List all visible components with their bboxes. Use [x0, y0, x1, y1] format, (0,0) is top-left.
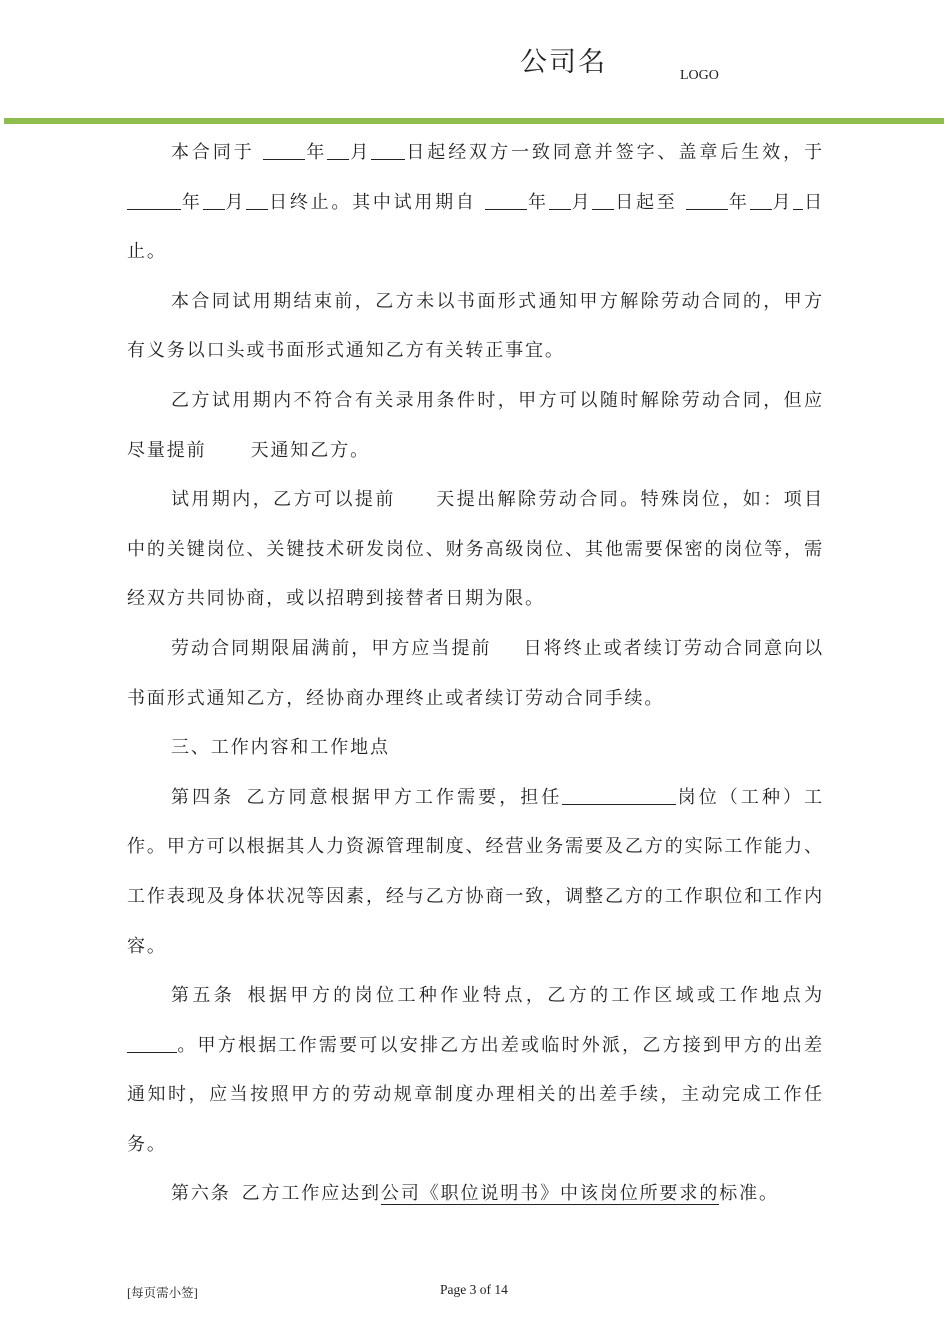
header-divider [4, 118, 944, 124]
logo-text: LOGO [680, 68, 719, 83]
contract-body [127, 128, 824, 1219]
text: 天通知乙方。 [250, 439, 371, 461]
article-label: 第六条 [171, 1183, 231, 1205]
blank-field [592, 192, 614, 210]
blank-field [793, 192, 803, 210]
text: 标准。 [719, 1183, 779, 1205]
article-label: 第四条 [171, 786, 235, 808]
text: 年 [181, 191, 203, 213]
blank-field [327, 142, 349, 160]
article-6 [127, 1169, 824, 1219]
text: 日起至 [614, 191, 678, 213]
blank-field [203, 192, 225, 210]
paragraph-probation-end: 本合同试用期结束前，乙方未以书面形式通知甲方解除劳动合同的，甲方有义务以口头或书面形式通知乙方有关转正事宜。 [127, 290, 824, 362]
blank-field [246, 192, 268, 210]
blank-field [127, 1035, 177, 1053]
blank-field [750, 192, 772, 210]
text: 年 [305, 142, 328, 163]
section-heading: 三、工作内容和工作地点 [171, 737, 390, 759]
paragraph-employee-resignation [127, 475, 824, 624]
company-name: 公司名 [520, 47, 607, 78]
text: 根据甲方的岗位工种作业特点，乙方的工作区域或工作地点为 [246, 985, 824, 1007]
text: 日将终止或者续订劳动合同意向以书面形式通知乙方，经协商办理终止或者续订劳动合同手续。 [127, 637, 824, 709]
article-4 [127, 773, 824, 971]
text: 乙方试用期内不符合有关录用条件时，甲方可以随时解除劳动合同，但应尽量提前 [127, 389, 824, 461]
text: 月 [570, 191, 593, 213]
paragraph-probation-termination [127, 376, 824, 475]
text: 月 [771, 191, 794, 213]
text: 日止。 [127, 191, 825, 263]
blank-field [686, 192, 728, 210]
underlined-text: 公司《职位说明书》中该岗位所要求的 [380, 1183, 720, 1205]
text: 月 [349, 142, 372, 163]
text: 本合同于 [171, 142, 255, 163]
paragraph-contract-expiry [127, 624, 824, 723]
text: 试用期内，乙方可以提前 [171, 489, 396, 511]
text: 乙方同意根据甲方工作需要，担任 [245, 786, 563, 808]
blank-field [127, 192, 181, 210]
blank-field [263, 142, 305, 160]
blank-field [485, 192, 527, 210]
text: 年 [728, 191, 750, 213]
blank-field [549, 192, 571, 210]
page-number: Page 3 of 14 [440, 1282, 508, 1297]
text: 日起经双方一致同意并签字、盖章后生效，于 [405, 142, 824, 163]
paragraph-effective-date [127, 128, 824, 277]
text: 。甲方根据工作需要可以安排乙方出差或临时外派，乙方接到甲方的出差通知时，应当按照甲方的劳动规章制度办理相关的出差手续，主动完成工作任务。 [127, 1034, 824, 1155]
text: 岗位（工种）工作。甲方可以根据其人力资源管理制度、经营业务需要及乙方的实际工作能力、工作表现及身体状况等因素，经与乙方协商一致，调整乙方的工作职位和工作内容。 [127, 786, 825, 957]
text: 月 [224, 191, 247, 213]
text: 乙方工作应达到 [241, 1183, 381, 1205]
text: 年 [527, 191, 549, 213]
article-label: 第五条 [171, 985, 236, 1007]
article-5 [127, 971, 824, 1169]
text: 日终止。其中试用期自 [268, 191, 477, 213]
text: 天提出解除劳动合同。特殊岗位，如：项目中的关键岗位、关键技术研发岗位、财务高级岗位、其他需要保密的岗位等，需经双方共同协商，或以招聘到接替者日期为限。 [127, 489, 824, 610]
text: 劳动合同期限届满前，甲方应当提前 [171, 637, 492, 659]
blank-field [371, 142, 405, 160]
footer-sign-note: [每页需小签] [127, 1286, 198, 1300]
blank-field [562, 787, 676, 805]
